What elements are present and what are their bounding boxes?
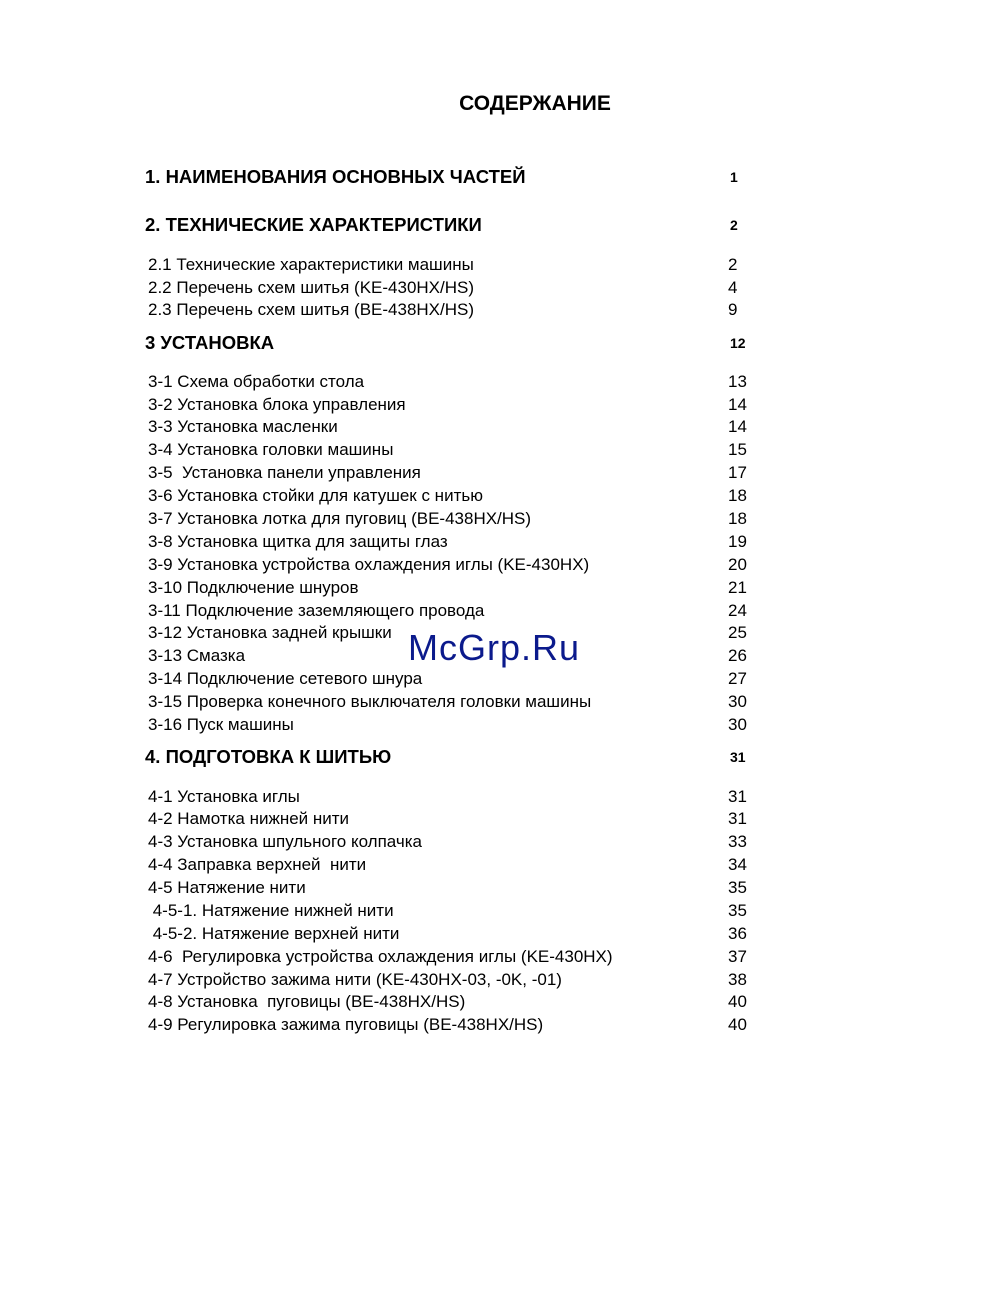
toc-item-title: 3-8 Установка щитка для защиты глаз (148, 532, 448, 551)
toc-item-page: 25 (728, 623, 747, 642)
toc-item-title: 4-5-1. Натяжение нижней нити (148, 901, 394, 920)
toc-item (148, 508, 748, 530)
toc-item-page: 21 (728, 578, 747, 597)
toc-item-page: 36 (728, 924, 747, 943)
toc-item-title: 4-3 Установка шпульного колпачка (148, 832, 423, 851)
toc-item-title: 3-1 Схема обработки стола (148, 372, 365, 391)
toc-item (148, 714, 748, 736)
toc-item (148, 416, 748, 438)
toc-item (148, 254, 748, 276)
toc-item-title: 3-7 Установка лотка для пуговиц (BE-438HX/HS) (148, 509, 532, 528)
toc-section-page: 12 (730, 335, 746, 351)
toc-item-title: 4-6 Регулировка устройства охлаждения иглы (KE-430HX) (148, 947, 613, 966)
toc-item (148, 462, 748, 484)
toc-item (148, 854, 748, 876)
toc-item-page: 15 (728, 440, 747, 459)
toc-section (145, 332, 745, 354)
toc-item-title: 3-2 Установка блока управления (148, 395, 406, 414)
toc-item-title: 4-2 Намотка нижней нити (148, 809, 350, 828)
toc-item (148, 554, 748, 576)
toc-item-title: 3-13 Смазка (148, 646, 246, 665)
toc-item-page: 24 (728, 601, 747, 620)
page-title: СОДЕРЖАНИЕ (459, 92, 611, 115)
toc-item-page: 19 (728, 532, 747, 551)
toc-item (148, 485, 748, 507)
toc-item (148, 668, 748, 690)
toc-item (148, 277, 748, 299)
toc-item-title: 4-5 Натяжение нити (148, 878, 306, 897)
toc-item (148, 991, 748, 1013)
toc-section-page: 1 (730, 169, 738, 185)
toc-item (148, 439, 748, 461)
toc-item (148, 600, 748, 622)
toc-item-page: 35 (728, 878, 747, 897)
toc-item-page: 30 (728, 692, 747, 711)
toc-item (148, 299, 748, 321)
toc-item-title: 2.3 Перечень схем шитья (BE-438HX/HS) (148, 300, 475, 319)
toc-section (145, 166, 745, 188)
toc-section-title: 3 УСТАНОВКА (145, 332, 275, 353)
toc-item-page: 26 (728, 646, 747, 665)
toc-item-page: 14 (728, 395, 747, 414)
toc-item (148, 394, 748, 416)
toc-item-page: 30 (728, 715, 747, 734)
toc-section-title: 1. НАИМЕНОВАНИЯ ОСНОВНЫХ ЧАСТЕЙ (145, 166, 526, 187)
toc-item (148, 831, 748, 853)
toc-item-title: 3-5 Установка панели управления (148, 463, 421, 482)
toc-item-title: 3-10 Подключение шнуров (148, 578, 359, 597)
toc-item (148, 786, 748, 808)
toc-item-page: 40 (728, 1015, 747, 1034)
toc-item (148, 691, 748, 713)
toc-item-title: 4-5-2. Натяжение верхней нити (148, 924, 400, 943)
toc-item-page: 33 (728, 832, 747, 851)
watermark: McGrp.Ru (408, 627, 581, 668)
toc-item-title: 3-16 Пуск машины (148, 715, 294, 734)
toc-item-page: 35 (728, 901, 747, 920)
toc-item-page: 37 (728, 947, 747, 966)
toc-item-title: 4-1 Установка иглы (148, 787, 300, 806)
toc-item (148, 1014, 748, 1036)
toc-item-page: 2 (728, 255, 738, 274)
toc-item-title: 3-15 Проверка конечного выключателя головки машины (148, 692, 592, 711)
toc-item (148, 877, 748, 899)
toc-item-title: 2.2 Перечень схем шитья (KE-430HX/HS) (148, 278, 475, 297)
toc-item-page: 18 (728, 486, 747, 505)
toc-item-title: 2.1 Технические характеристики машины (148, 255, 474, 274)
toc-section (145, 746, 745, 768)
toc-item-page: 14 (728, 417, 747, 436)
toc-item-page: 27 (728, 669, 747, 688)
toc-item (148, 969, 748, 991)
toc-item-title: 4-4 Заправка верхней нити (148, 855, 367, 874)
toc-item-title: 3-4 Установка головки машины (148, 440, 394, 459)
toc-item-title: 4-8 Установка пуговицы (BE-438HX/HS) (148, 992, 466, 1011)
toc-section (145, 214, 745, 236)
toc-item (148, 371, 748, 393)
toc-item (148, 923, 748, 945)
toc-item-page: 17 (728, 463, 747, 482)
toc-item (148, 900, 748, 922)
toc-item-page: 31 (728, 787, 747, 806)
toc-section-page: 2 (730, 217, 738, 233)
toc-item-page: 13 (728, 372, 747, 391)
toc-section-title: 2. ТЕХНИЧЕСКИЕ ХАРАКТЕРИСТИКИ (145, 214, 482, 235)
toc-item (148, 946, 748, 968)
toc-item-title: 3-12 Установка задней крышки (148, 623, 392, 642)
toc-item-title: 3-14 Подключение сетевого шнура (148, 669, 423, 688)
toc-item (148, 577, 748, 599)
toc-item-page: 4 (728, 278, 738, 297)
toc-item (148, 531, 748, 553)
toc-section-title: 4. ПОДГОТОВКА К ШИТЬЮ (145, 746, 392, 767)
toc-item-page: 20 (728, 555, 747, 574)
toc-item-title: 3-9 Установка устройства охлаждения иглы (KE-430HX) (148, 555, 590, 574)
toc-item-page: 40 (728, 992, 747, 1011)
toc-item-title: 3-3 Установка масленки (148, 417, 338, 436)
toc-item-title: 4-9 Регулировка зажима пуговицы (BE-438HX/HS) (148, 1015, 544, 1034)
toc-item-title: 3-11 Подключение заземляющего провода (148, 601, 485, 620)
toc-item-page: 31 (728, 809, 747, 828)
toc-item-title: 4-7 Устройство зажима нити (KE-430HX-03, -0K, -01) (148, 970, 562, 989)
toc-item-page: 9 (728, 300, 738, 319)
toc-item-page: 38 (728, 970, 747, 989)
toc-item-title: 3-6 Установка стойки для катушек с нитью (148, 486, 483, 505)
toc-section-page: 31 (730, 749, 746, 765)
toc-item-page: 34 (728, 855, 747, 874)
toc-item-page: 18 (728, 509, 747, 528)
toc-item (148, 808, 748, 830)
